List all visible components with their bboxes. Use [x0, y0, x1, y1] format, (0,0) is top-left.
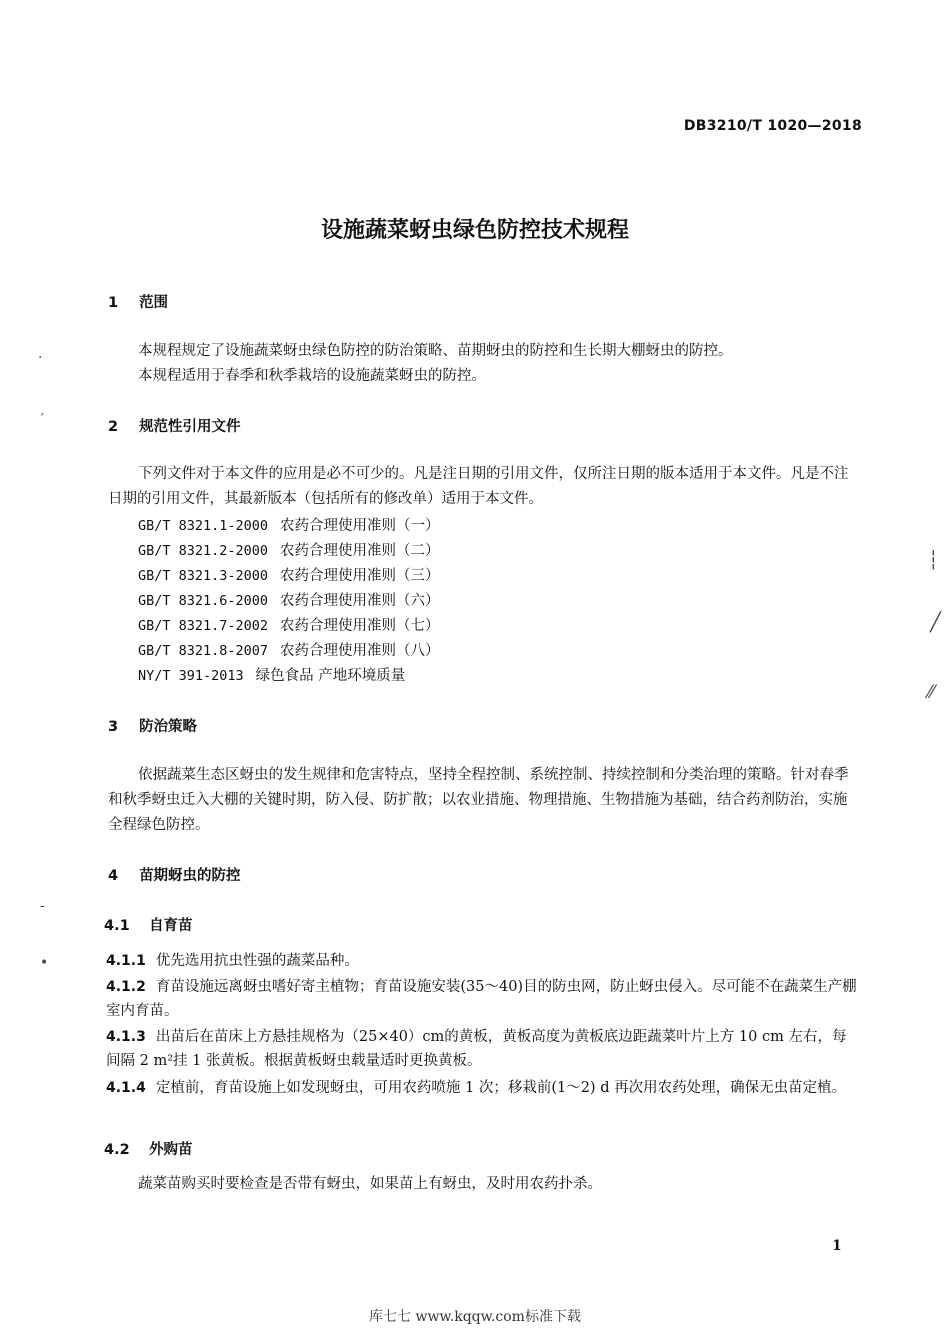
section-number: 4	[108, 868, 119, 884]
subsection-4-2-paragraph: 蔬菜苗购买时要检查是否带有蚜虫，如果苗上有蚜虫，及时用农药扑杀。	[138, 1176, 602, 1192]
reference-item	[138, 514, 440, 535]
reference-item	[138, 639, 440, 660]
section-title: 苗期蚜虫的防控	[139, 868, 241, 884]
reference-name: 绿色食品 产地环境质量	[255, 668, 406, 684]
section-1-paragraph-1: 本规程规定了设施蔬菜蚜虫绿色防控的防治策略、苗期蚜虫的防控和生长期大棚蚜虫的防控。	[138, 343, 733, 359]
clause-4-1-4	[106, 1076, 860, 1100]
reference-name: 农药合理使用准则（七）	[280, 618, 440, 634]
subsection-4-1-heading	[104, 914, 193, 935]
clause-number: 4.1.1	[106, 953, 146, 969]
reference-name: 农药合理使用准则（一）	[280, 518, 440, 534]
clause-text: 育苗设施远离蚜虫嗜好寄主植物；育苗设施安装(35～40)目的防虫网，防止蚜虫侵入。尽可能不在蔬菜生产棚室内育苗。	[106, 979, 857, 1019]
reference-code: GB/T 8321.2-2000	[138, 543, 269, 559]
section-number: 3	[108, 719, 119, 735]
subsection-number: 4.1	[104, 918, 130, 934]
section-title: 规范性引用文件	[139, 419, 241, 435]
scan-speck: -	[40, 898, 45, 914]
edge-artifact: ┆	[928, 550, 939, 571]
reference-name: 农药合理使用准则（二）	[280, 543, 440, 559]
clause-text: 优先选用抗虫性强的蔬菜品种。	[155, 953, 359, 969]
clause-number: 4.1.4	[106, 1080, 146, 1096]
section-3-heading	[108, 715, 197, 736]
reference-name: 农药合理使用准则（八）	[280, 643, 440, 659]
section-3-paragraph-1: 依据蔬菜生态区蚜虫的发生规律和危害特点，坚持全程控制、系统控制、持续控制和分类治理的策略。针对春季和秋季蚜虫迁入大棚的关键时期，防入侵、防扩散；以农业措施、物理措施、生物措施为基础，结合药剂防治，实施全程绿色防控。	[108, 767, 849, 833]
standard-code: DB3210/T 1020—2018	[683, 118, 862, 134]
page-number: 1	[832, 1238, 842, 1254]
section-2-paragraph-1: 下列文件对于本文件的应用是必不可少的。凡是注日期的引用文件，仅所注日期的版本适用于本文件。凡是不注日期的引用文件，其最新版本（包括所有的修改单）适用于本文件。	[108, 466, 849, 507]
reference-item	[138, 614, 440, 635]
clause-number: 4.1.3	[106, 1029, 146, 1045]
scan-speck: •	[40, 955, 49, 971]
section-4-heading	[108, 864, 241, 885]
reference-code: GB/T 8321.6-2000	[138, 593, 269, 609]
reference-code: GB/T 8321.8-2007	[138, 643, 269, 659]
section-title: 防治策略	[139, 719, 198, 735]
watermark-footer: 库七七 www.kqqw.com标准下载	[369, 1309, 581, 1325]
reference-code: GB/T 8321.1-2000	[138, 518, 269, 534]
subsection-title: 自育苗	[149, 918, 193, 934]
section-title: 范围	[139, 295, 169, 311]
section-1-heading	[108, 291, 168, 312]
section-1-paragraph-2: 本规程适用于春季和秋季栽培的设施蔬菜蚜虫的防控。	[138, 368, 486, 384]
reference-item	[138, 539, 440, 560]
reference-code: GB/T 8321.7-2002	[138, 618, 269, 634]
scan-speck: ˊ	[38, 412, 45, 428]
clause-number: 4.1.2	[106, 979, 146, 995]
edge-artifact: ╱	[930, 612, 941, 633]
subsection-title: 外购苗	[149, 1142, 193, 1158]
section-number: 2	[108, 419, 119, 435]
section-number: 1	[108, 295, 119, 311]
reference-code: GB/T 8321.3-2000	[138, 568, 269, 584]
reference-code: NY/T 391-2013	[138, 668, 244, 684]
reference-item	[138, 564, 440, 585]
document-title: 设施蔬菜蚜虫绿色防控技术规程	[320, 218, 629, 243]
clause-4-1-1	[106, 949, 860, 973]
scan-speck: ·	[38, 350, 43, 366]
clause-text: 定植前，育苗设施上如发现蚜虫，可用农药喷施 1 次；移栽前(1～2) d 再次用农药处理，确保无虫苗定植。	[155, 1080, 847, 1096]
subsection-number: 4.2	[104, 1142, 130, 1158]
section-2-heading	[108, 415, 241, 436]
clause-text: 出苗后在苗床上方悬挂规格为（25×40）cm的黄板，黄板高度为黄板底边距蔬菜叶片上方 10 cm 左右，每间隔 2 m²挂 1 张黄板。根据黄板蚜虫载量适时更换黄板。	[106, 1029, 847, 1069]
clause-4-1-3	[106, 1025, 860, 1073]
reference-item	[138, 664, 405, 685]
edge-artifact: ⁄⁄	[928, 682, 935, 703]
subsection-4-2-heading	[104, 1138, 193, 1159]
clause-4-1-2	[106, 975, 860, 1023]
reference-name: 农药合理使用准则（六）	[280, 593, 440, 609]
reference-item	[138, 589, 440, 610]
reference-name: 农药合理使用准则（三）	[280, 568, 440, 584]
